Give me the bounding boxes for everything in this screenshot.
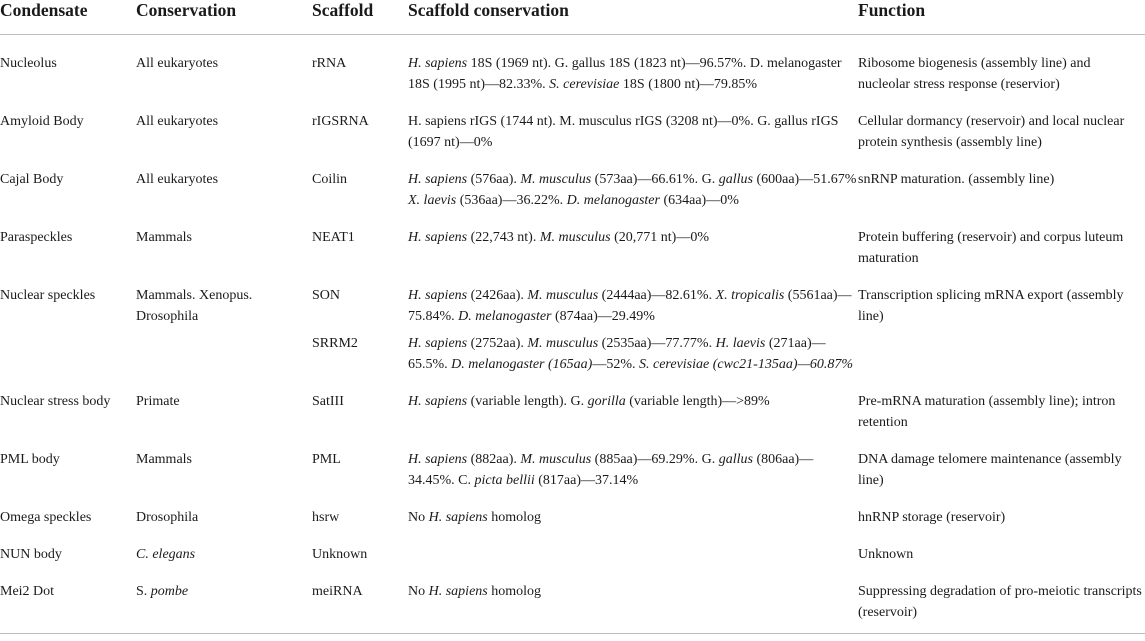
cell-function: snRNP maturation. (assembly line) [858, 172, 1055, 187]
cell-scaffold: rIGSRNA [312, 114, 369, 129]
cell-condensate: Nucleolus [0, 56, 57, 71]
cell-conservation: Mammals [136, 452, 192, 467]
table-header [0, 0, 1145, 35]
header-scaffold-conservation: Scaffold conservation [408, 0, 569, 20]
table-row [0, 433, 1145, 491]
header-condensate: Condensate [0, 0, 88, 20]
cell-condensate: Amyloid Body [0, 114, 84, 129]
cell-scaffold: SON [312, 288, 341, 303]
table-row [0, 95, 1145, 153]
cell-scaffold-conservation: No H. sapiens homolog [408, 510, 542, 525]
cell-function: Transcription splicing mRNA export (assembly line) [858, 288, 1124, 324]
cell-scaffold-conservation: H. sapiens 18S (1969 nt). G. gallus 18S (1823 nt)—96.57%. D. melanogaster 18S (1995 nt)—82.33%. S. cerevisiae 18S (1800 nt)—79.85% [408, 56, 842, 92]
cell-scaffold-conservation: H. sapiens (variable length). G. gorilla (variable length)—>89% [408, 394, 770, 409]
cell-function: DNA damage telomere maintenance (assembly line) [858, 452, 1122, 488]
header-scaffold: Scaffold [312, 0, 374, 20]
cell-function: Suppressing degradation of pro-meiotic transcripts (reservoir) [858, 584, 1142, 620]
header-row [0, 0, 1145, 35]
cell-scaffold: NEAT1 [312, 230, 355, 245]
cell-scaffold-conservation: H. sapiens (22,743 nt). M. musculus (20,771 nt)—0% [408, 230, 710, 245]
cell-condensate: PML body [0, 452, 60, 467]
cell-conservation: Mammals. Xenopus. Drosophila [136, 288, 253, 324]
cell-scaffold: SatIII [312, 394, 344, 409]
header-function: Function [858, 0, 926, 20]
cell-scaffold-conservation: No H. sapiens homolog [408, 584, 542, 599]
cell-scaffold-conservation: H. sapiens rIGS (1744 nt). M. musculus rIGS (3208 nt)—0%. G. gallus rIGS (1697 nt)—0% [408, 114, 839, 150]
cell-conservation: All eukaryotes [136, 56, 219, 71]
cell-conservation: C. elegans [136, 547, 196, 562]
cell-conservation [136, 327, 312, 375]
cell-scaffold: rRNA [312, 56, 347, 71]
cell-condensate: Omega speckles [0, 510, 92, 525]
cell-scaffold-conservation: H. sapiens (882aa). M. musculus (885aa)—69.29%. G. gallus (806aa)—34.45%. C. picta bellii (817aa)—37.14% [408, 452, 814, 488]
header-conservation: Conservation [136, 0, 237, 20]
cell-scaffold: SRRM2 [312, 336, 358, 351]
table-row [0, 153, 1145, 211]
table-row [0, 35, 1145, 96]
cell-condensate [0, 327, 136, 375]
cell-condensate: Paraspeckles [0, 230, 73, 245]
cell-function: hnRNP storage (reservoir) [858, 510, 1006, 525]
cell-conservation: All eukaryotes [136, 114, 219, 129]
table-row [0, 528, 1145, 565]
cell-condensate: Cajal Body [0, 172, 64, 187]
cell-scaffold: hsrw [312, 510, 340, 525]
cell-conservation: Primate [136, 394, 180, 409]
table-row [0, 269, 1145, 327]
cell-function: Ribosome biogenesis (assembly line) and nucleolar stress response (reservior) [858, 56, 1091, 92]
cell-scaffold-conservation: H. sapiens (576aa). M. musculus (573aa)—66.61%. G. gallus (600aa)—51.67% X. laevis (536aa)—36.22%. D. melanogaster (634aa)—0% [408, 172, 857, 208]
table-row [0, 327, 1145, 375]
cell-condensate: Mei2 Dot [0, 584, 55, 599]
cell-condensate: NUN body [0, 547, 62, 562]
cell-function [858, 327, 1145, 375]
cell-function: Unknown [858, 547, 914, 562]
cell-condensate: Nuclear stress body [0, 394, 111, 409]
table-body [0, 35, 1145, 634]
cell-function: Cellular dormancy (reservoir) and local nuclear protein synthesis (assembly line) [858, 114, 1125, 150]
cell-scaffold-conservation [408, 528, 858, 565]
cell-scaffold-conservation: H. sapiens (2752aa). M. musculus (2535aa)—77.77%. H. laevis (271aa)—65.5%. D. melanogaster (165aa)—52%. S. cerevisiae (cwc21-135aa)—60.87% [408, 336, 854, 372]
cell-conservation: All eukaryotes [136, 172, 219, 187]
cell-scaffold: Coilin [312, 172, 348, 187]
cell-function: Protein buffering (reservoir) and corpus luteum maturation [858, 230, 1124, 266]
cell-scaffold: Unknown [312, 547, 368, 562]
cell-function: Pre-mRNA maturation (assembly line); intron retention [858, 394, 1116, 430]
cell-conservation: Drosophila [136, 510, 199, 525]
table-row [0, 211, 1145, 269]
cell-scaffold: PML [312, 452, 341, 467]
table-row [0, 491, 1145, 528]
cell-conservation: Mammals [136, 230, 192, 245]
table-row [0, 375, 1145, 433]
cell-scaffold: meiRNA [312, 584, 363, 599]
cell-condensate: Nuclear speckles [0, 288, 96, 303]
cell-scaffold-conservation: H. sapiens (2426aa). M. musculus (2444aa)—82.61%. X. tropicalis (5561aa)—75.84%. D. melanogaster (874aa)—29.49% [408, 288, 852, 324]
cell-conservation: S. pombe [136, 584, 189, 599]
table-row [0, 565, 1145, 634]
